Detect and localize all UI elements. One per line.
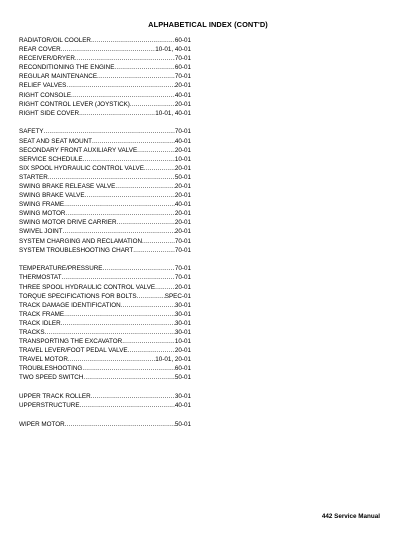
index-entry-name: REGULAR MAINTENANCE bbox=[19, 73, 98, 81]
index-entry-name: RECONDITIONING THE ENGINE bbox=[19, 64, 115, 72]
index-entry bbox=[19, 191, 191, 200]
dot-leader bbox=[45, 328, 175, 337]
index-group bbox=[19, 420, 191, 429]
index-entry-page: 50-01 bbox=[174, 420, 191, 428]
index-entry-page: 20-01 bbox=[174, 192, 191, 200]
dot-leader bbox=[65, 420, 175, 429]
index-entry-name: UPPER TRACK ROLLER bbox=[19, 393, 91, 401]
index-group bbox=[19, 392, 191, 410]
index-entry-name: RELIEF VALVES bbox=[19, 82, 67, 90]
index-entry-name: UPPERSTRUCTURE bbox=[19, 402, 80, 410]
dot-leader bbox=[92, 137, 175, 146]
index-entry bbox=[19, 72, 191, 81]
page-title: ALPHABETICAL INDEX (CONT'D) bbox=[148, 20, 268, 29]
index-entry-name: SIX SPOOL HYDRAULIC CONTROL VALVE bbox=[19, 164, 144, 172]
alphabetical-index bbox=[19, 36, 191, 439]
index-entry-name: SECONDARY FRONT AUXILIARY VALVE bbox=[19, 146, 138, 154]
dot-leader bbox=[79, 109, 155, 118]
index-entry-page: 20-01 bbox=[174, 283, 191, 291]
index-entry bbox=[19, 137, 191, 146]
dot-leader bbox=[82, 364, 175, 373]
dot-leader bbox=[144, 164, 175, 173]
index-entry-name: TROUBLESHOOTING bbox=[19, 365, 83, 373]
index-entry-name: THREE SPOOL HYDRAULIC CONTROL VALVE bbox=[19, 283, 156, 291]
dot-leader bbox=[128, 346, 175, 355]
index-entry bbox=[19, 209, 191, 218]
index-entry-name: RIGHT CONSOLE bbox=[19, 91, 72, 99]
index-entry-name: RIGHT CONTROL LEVER (JOYSTICK) bbox=[19, 100, 130, 108]
index-entry-page: 50-01 bbox=[174, 374, 191, 382]
index-entry-page: 20-01 bbox=[174, 219, 191, 227]
index-entry bbox=[19, 301, 191, 310]
index-entry bbox=[19, 273, 191, 282]
dot-leader bbox=[61, 273, 174, 282]
index-entry bbox=[19, 200, 191, 209]
index-entry-name: TEMPERATURE/PRESSURE bbox=[19, 265, 103, 273]
index-entry bbox=[19, 364, 191, 373]
index-entry-page: 20-01 bbox=[174, 347, 191, 355]
index-entry bbox=[19, 373, 191, 382]
index-entry-page: 70-01 bbox=[174, 265, 191, 273]
index-entry-page: 20-01 bbox=[174, 164, 191, 172]
index-entry-name: SWING BRAKE VALVE bbox=[19, 192, 85, 200]
index-entry-name: TRANSPORTING THE EXCAVATOR bbox=[19, 338, 123, 346]
index-entry-page: 10-01 bbox=[174, 338, 191, 346]
index-entry bbox=[19, 155, 191, 164]
index-entry-page: 50-01 bbox=[174, 173, 191, 181]
index-entry bbox=[19, 319, 191, 328]
index-entry bbox=[19, 392, 191, 401]
index-entry-name: TRAVEL MOTOR bbox=[19, 356, 68, 364]
index-entry-name: SAFETY bbox=[19, 128, 44, 136]
index-entry-name: SEAT AND SEAT MOUNT bbox=[19, 137, 93, 145]
index-entry bbox=[19, 218, 191, 227]
index-group bbox=[19, 264, 191, 382]
index-entry-page: 20-01 bbox=[174, 228, 191, 236]
dot-leader bbox=[117, 218, 175, 227]
index-entry-name: REAR COVER bbox=[19, 46, 61, 54]
index-entry-page: 10-01, 20-01 bbox=[155, 356, 191, 364]
dot-leader bbox=[91, 36, 175, 45]
index-entry-page: 70-01 bbox=[174, 128, 191, 136]
index-entry bbox=[19, 227, 191, 236]
index-entry-name: TRACK FRAME bbox=[19, 310, 65, 318]
dot-leader bbox=[133, 246, 175, 255]
index-entry-name: TRAVEL LEVER/FOOT PEDAL VALVE bbox=[19, 347, 128, 355]
index-entry-name: SWING BRAKE RELEASE VALVE bbox=[19, 183, 116, 190]
index-entry bbox=[19, 173, 191, 182]
dot-leader bbox=[44, 127, 175, 136]
dot-leader bbox=[130, 100, 175, 109]
index-entry-page: 40-01 bbox=[174, 91, 191, 99]
index-entry bbox=[19, 100, 191, 109]
dot-leader bbox=[85, 191, 175, 200]
index-entry bbox=[19, 401, 191, 410]
index-entry-name: RADIATOR/OIL COOLER bbox=[19, 37, 91, 44]
index-entry bbox=[19, 337, 191, 346]
dot-leader bbox=[97, 72, 175, 81]
index-entry bbox=[19, 292, 191, 301]
page-footer: 442 Service Manual bbox=[321, 513, 380, 520]
index-entry-name: THERMOSTAT bbox=[19, 274, 62, 282]
dot-leader bbox=[64, 200, 175, 209]
index-entry-name: TRACK IDLER bbox=[19, 319, 61, 327]
dot-leader bbox=[83, 373, 175, 382]
dot-leader bbox=[137, 292, 165, 301]
index-entry bbox=[19, 63, 191, 72]
index-entry bbox=[19, 109, 191, 118]
index-entry-page: 70-01 bbox=[174, 237, 191, 245]
index-entry bbox=[19, 346, 191, 355]
index-entry bbox=[19, 36, 191, 45]
dot-leader bbox=[61, 319, 175, 328]
index-entry-page: 30-01 bbox=[174, 319, 191, 327]
index-entry bbox=[19, 182, 191, 191]
dot-leader bbox=[63, 227, 175, 236]
dot-leader bbox=[115, 182, 175, 191]
index-entry-name: TRACKS bbox=[19, 329, 45, 336]
index-entry-name: SWIVEL JOINT bbox=[19, 228, 63, 236]
index-entry-page: 20-01 bbox=[174, 210, 191, 218]
index-entry-name: SYSTEM CHARGING AND RECLAMATION bbox=[19, 237, 143, 245]
index-entry-name: SWING FRAME bbox=[19, 201, 65, 209]
index-entry-page: 40-01 bbox=[174, 201, 191, 209]
index-entry-page: 10-01, 40-01 bbox=[155, 109, 191, 117]
index-entry bbox=[19, 237, 191, 246]
index-entry-name: TRACK DAMAGE IDENTIFICATION bbox=[19, 301, 121, 309]
index-group bbox=[19, 36, 191, 118]
index-group bbox=[19, 127, 191, 254]
index-entry-page: 20-01 bbox=[174, 183, 191, 190]
index-entry bbox=[19, 283, 191, 292]
index-entry bbox=[19, 45, 191, 54]
index-entry bbox=[19, 264, 191, 273]
index-entry-page: 40-01 bbox=[174, 402, 191, 410]
dot-leader bbox=[75, 54, 175, 63]
index-entry-page: 70-01 bbox=[174, 246, 191, 254]
dot-leader bbox=[83, 155, 175, 164]
index-entry bbox=[19, 91, 191, 100]
dot-leader bbox=[48, 173, 175, 182]
index-entry-name: TORQUE SPECIFICATIONS FOR BOLTS bbox=[19, 292, 137, 300]
index-entry-name: SWING MOTOR bbox=[19, 210, 66, 218]
dot-leader bbox=[68, 355, 155, 364]
index-entry bbox=[19, 355, 191, 364]
index-entry-name: SWING MOTOR DRIVE CARRIER bbox=[19, 219, 117, 227]
dot-leader bbox=[122, 337, 175, 346]
index-entry-name: SERVICE SCHEDULE bbox=[19, 155, 83, 163]
index-entry-name: TWO SPEED SWITCH bbox=[19, 374, 84, 382]
index-entry-page: 70-01 bbox=[174, 73, 191, 81]
index-entry-page: 30-01 bbox=[174, 310, 191, 318]
index-entry-page: 40-01 bbox=[174, 137, 191, 145]
index-entry-name: WIPER MOTOR bbox=[19, 420, 65, 428]
index-entry-page: 70-01 bbox=[174, 274, 191, 282]
index-entry-name: SYSTEM TROUBLESHOOTING CHART bbox=[19, 246, 134, 254]
index-entry bbox=[19, 164, 191, 173]
dot-leader bbox=[66, 81, 175, 90]
index-entry-page: 30-01 bbox=[174, 393, 191, 401]
index-entry bbox=[19, 54, 191, 63]
dot-leader bbox=[65, 209, 174, 218]
index-entry-page: 30-01 bbox=[174, 301, 191, 309]
index-entry bbox=[19, 328, 191, 337]
index-entry-page: SPEC-01 bbox=[164, 292, 191, 300]
index-entry-page: 10-01, 40-01 bbox=[155, 46, 191, 54]
dot-leader bbox=[71, 91, 175, 100]
dot-leader bbox=[114, 63, 174, 72]
index-entry bbox=[19, 246, 191, 255]
dot-leader bbox=[142, 237, 175, 246]
index-entry bbox=[19, 81, 191, 90]
dot-leader bbox=[137, 146, 175, 155]
index-entry-name: STARTER bbox=[19, 173, 48, 181]
index-entry bbox=[19, 146, 191, 155]
index-entry bbox=[19, 127, 191, 136]
index-entry-page: 70-01 bbox=[174, 55, 191, 63]
dot-leader bbox=[64, 310, 175, 319]
index-entry-page: 60-01 bbox=[174, 365, 191, 373]
index-entry bbox=[19, 420, 191, 429]
dot-leader bbox=[155, 283, 175, 292]
index-entry-page: 60-01 bbox=[174, 64, 191, 72]
dot-leader bbox=[91, 392, 175, 401]
index-entry-page: 20-01 bbox=[174, 82, 191, 90]
index-entry-page: 20-01 bbox=[174, 146, 191, 154]
index-entry-name: RIGHT SIDE COVER bbox=[19, 109, 80, 117]
index-entry-name: RECEIVER/DRYER bbox=[19, 55, 75, 63]
index-entry-page: 30-01 bbox=[174, 329, 191, 336]
dot-leader bbox=[103, 264, 175, 273]
index-entry-page: 60-01 bbox=[174, 37, 191, 44]
index-entry-page: 10-01 bbox=[174, 155, 191, 163]
dot-leader bbox=[80, 401, 175, 410]
index-entry-page: 20-01 bbox=[174, 100, 191, 108]
dot-leader bbox=[121, 301, 175, 310]
index-entry bbox=[19, 310, 191, 319]
dot-leader bbox=[61, 45, 156, 54]
